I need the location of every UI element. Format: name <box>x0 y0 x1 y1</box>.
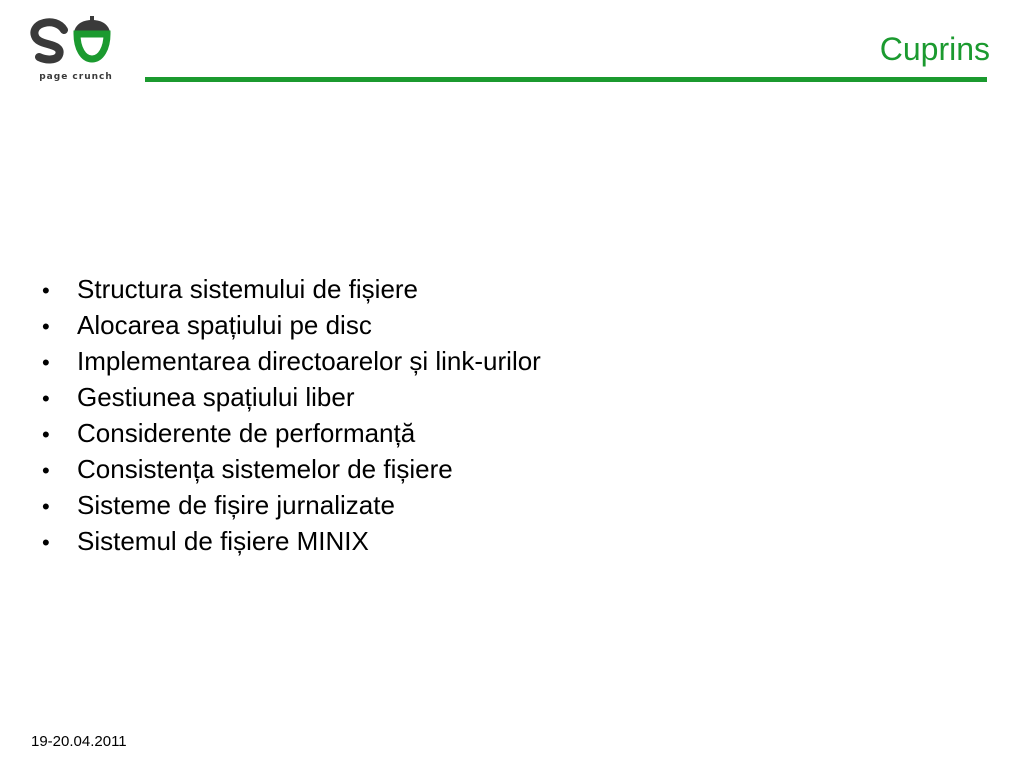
bullet-icon: • <box>42 458 50 483</box>
list-item-text: Considerente de performanță <box>77 418 416 448</box>
logo <box>30 12 120 88</box>
title-underline <box>145 77 987 82</box>
bullet-icon: • <box>42 530 50 555</box>
list-item <box>40 344 541 380</box>
list-item-text: Gestiunea spațiului liber <box>77 382 355 412</box>
list-item-text: Sistemul de fișiere MINIX <box>77 526 369 556</box>
acorn-so-logo-icon <box>30 12 120 72</box>
bullet-icon: • <box>42 350 50 375</box>
list-item-text: Sisteme de fișire jurnalizate <box>77 490 395 520</box>
footer-date: 19-20.04.2011 <box>31 733 127 750</box>
list-item <box>40 452 541 488</box>
list-item <box>40 488 541 524</box>
bullet-icon: • <box>42 314 50 339</box>
list-item <box>40 380 541 416</box>
list-item <box>40 416 541 452</box>
list-item-text: Consistența sistemelor de fișiere <box>77 454 453 484</box>
list-item-text: Structura sistemului de fișiere <box>77 274 419 304</box>
list-item <box>40 272 541 308</box>
page-title: Cuprins <box>879 31 990 67</box>
logo-text: page crunch <box>39 72 113 82</box>
list-item <box>40 524 541 560</box>
bullet-icon: • <box>42 386 50 411</box>
contents-list <box>40 272 541 560</box>
bullet-icon: • <box>42 422 50 447</box>
list-item <box>40 308 541 344</box>
bullet-icon: • <box>42 278 50 303</box>
list-item-text: Implementarea directoarelor și link-urilor <box>77 346 541 376</box>
list-item-text: Alocarea spațiului pe disc <box>77 310 372 340</box>
bullet-icon: • <box>42 494 50 519</box>
